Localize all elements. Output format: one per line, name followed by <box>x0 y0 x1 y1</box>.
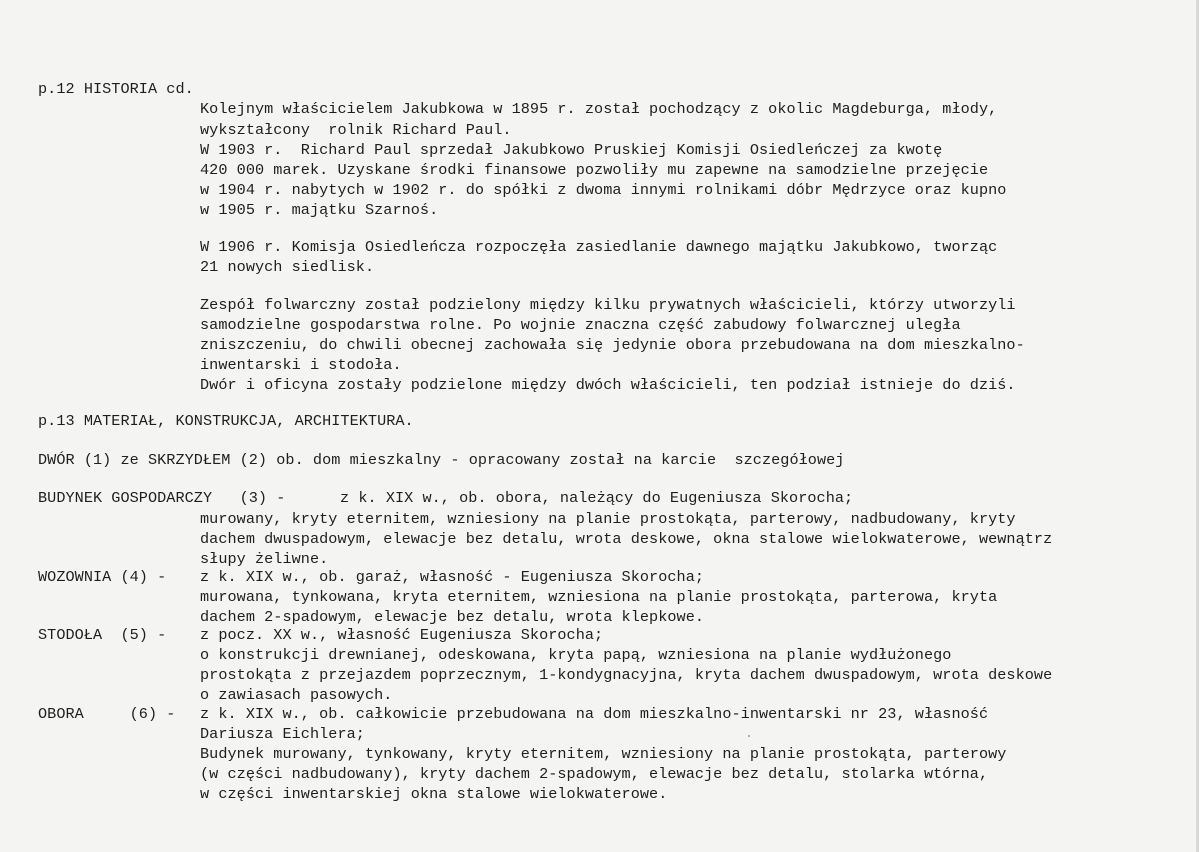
historia-line: w 1905 r. majątku Szarnoś. <box>200 201 439 219</box>
obora-first-line: z k. XIX w., ob. całkowicie przebudowana na dom mieszkalno-inwentarski nr 23, własność <box>200 705 989 723</box>
wozownia-line: murowana, tynkowana, kryta eternitem, wzniesiona na planie prostokąta, parterowa, kryta <box>200 588 998 606</box>
stodola-line: o zawiasach pasowych. <box>200 686 393 704</box>
historia-line: W 1903 r. Richard Paul sprzedał Jakubkowo Pruskiej Komisji Osiedleńczej za kwotę <box>200 141 943 159</box>
dwor-line: DWÓR (1) ze SKRZYDŁEM (2) ob. dom mieszkalny - opracowany został na karcie szczegółowej <box>38 451 845 469</box>
stodola-line: o konstrukcji drewnianej, odeskowana, kryta papą, wzniesiona na planie wydłużonego <box>200 646 952 664</box>
scan-speck <box>748 735 750 737</box>
stodola-first-line: z pocz. XX w., własność Eugeniusza Skorocha; <box>200 626 604 644</box>
wozownia-line: dachem 2-spadowym, elewacje bez detalu, wrota klepkowe. <box>200 608 705 626</box>
obora-line: w części inwentarskiej okna stalowe wielokwaterowe. <box>200 785 668 803</box>
historia-line: 21 nowych siedlisk. <box>200 258 375 276</box>
historia-line: zniszczeniu, do chwili obecnej zachowała się jedynie obora przebudowana na dom mieszkalno- <box>200 336 1025 354</box>
budynek-line: dachem dwuspadowym, elewacje bez detalu, wrota deskowe, okna stalowe wielokwaterowe, wewnątrz <box>200 530 1053 548</box>
material-heading: p.13 MATERIAŁ, KONSTRUKCJA, ARCHITEKTURA. <box>38 412 414 430</box>
budynek-line: murowany, kryty eternitem, wzniesiony na planie prostokąta, parterowy, nadbudowany, kryty <box>200 510 1016 528</box>
budynek-first-line: z k. XIX w., ob. obora, należący do Eugeniusza Skorocha; <box>340 489 854 507</box>
historia-line: w 1904 r. nabytych w 1902 r. do spółki z dwoma innymi rolnikami dóbr Mędrzyce oraz kupno <box>200 181 1007 199</box>
historia-line: W 1906 r. Komisja Osiedleńcza rozpoczęła zasiedlanie dawnego majątku Jakubkowo, tworząc <box>200 238 998 256</box>
wozownia-label: WOZOWNIA (4) - <box>38 568 167 586</box>
historia-line: wykształcony rolnik Richard Paul. <box>200 121 512 139</box>
stodola-label: STODOŁA (5) - <box>38 626 167 644</box>
historia-line: 420 000 marek. Uzyskane środki finansowe pozwoliły mu zapewne na samodzielne przejęcie <box>200 161 989 179</box>
obora-line: (w części nadbudowany), kryty dachem 2-spadowym, elewacje bez detalu, stolarka wtórna, <box>200 765 989 783</box>
historia-heading: p.12 HISTORIA cd. <box>38 80 194 98</box>
wozownia-first-line: z k. XIX w., ob. garaż, własność - Eugeniusza Skorocha; <box>200 568 705 586</box>
budynek-label: BUDYNEK GOSPODARCZY (3) - <box>38 489 286 507</box>
historia-line: Dwór i oficyna zostały podzielone między dwóch właścicieli, ten podział istnieje do dziś. <box>200 376 1016 394</box>
stodola-line: prostokąta z przejazdem poprzecznym, 1-kondygnacyjna, kryta dachem dwuspadowym, wrota deskowe <box>200 666 1053 684</box>
historia-line: inwentarski i stodoła. <box>200 356 402 374</box>
historia-line: samodzielne gospodarstwa rolne. Po wojnie znaczna część zabudowy folwarcznej uległa <box>200 316 961 334</box>
obora-line: Dariusza Eichlera; <box>200 725 365 743</box>
obora-label: OBORA (6) - <box>38 705 176 723</box>
obora-line: Budynek murowany, tynkowany, kryty eternitem, wzniesiony na planie prostokąta, parterowy <box>200 745 1007 763</box>
historia-line: Zespół folwarczny został podzielony między kilku prywatnych właścicieli, którzy utworzyli <box>200 296 1016 314</box>
historia-line: Kolejnym właścicielem Jakubkowa w 1895 r. został pochodzący z okolic Magdeburga, młody, <box>200 100 998 118</box>
budynek-line: słupy żeliwne. <box>200 550 329 568</box>
